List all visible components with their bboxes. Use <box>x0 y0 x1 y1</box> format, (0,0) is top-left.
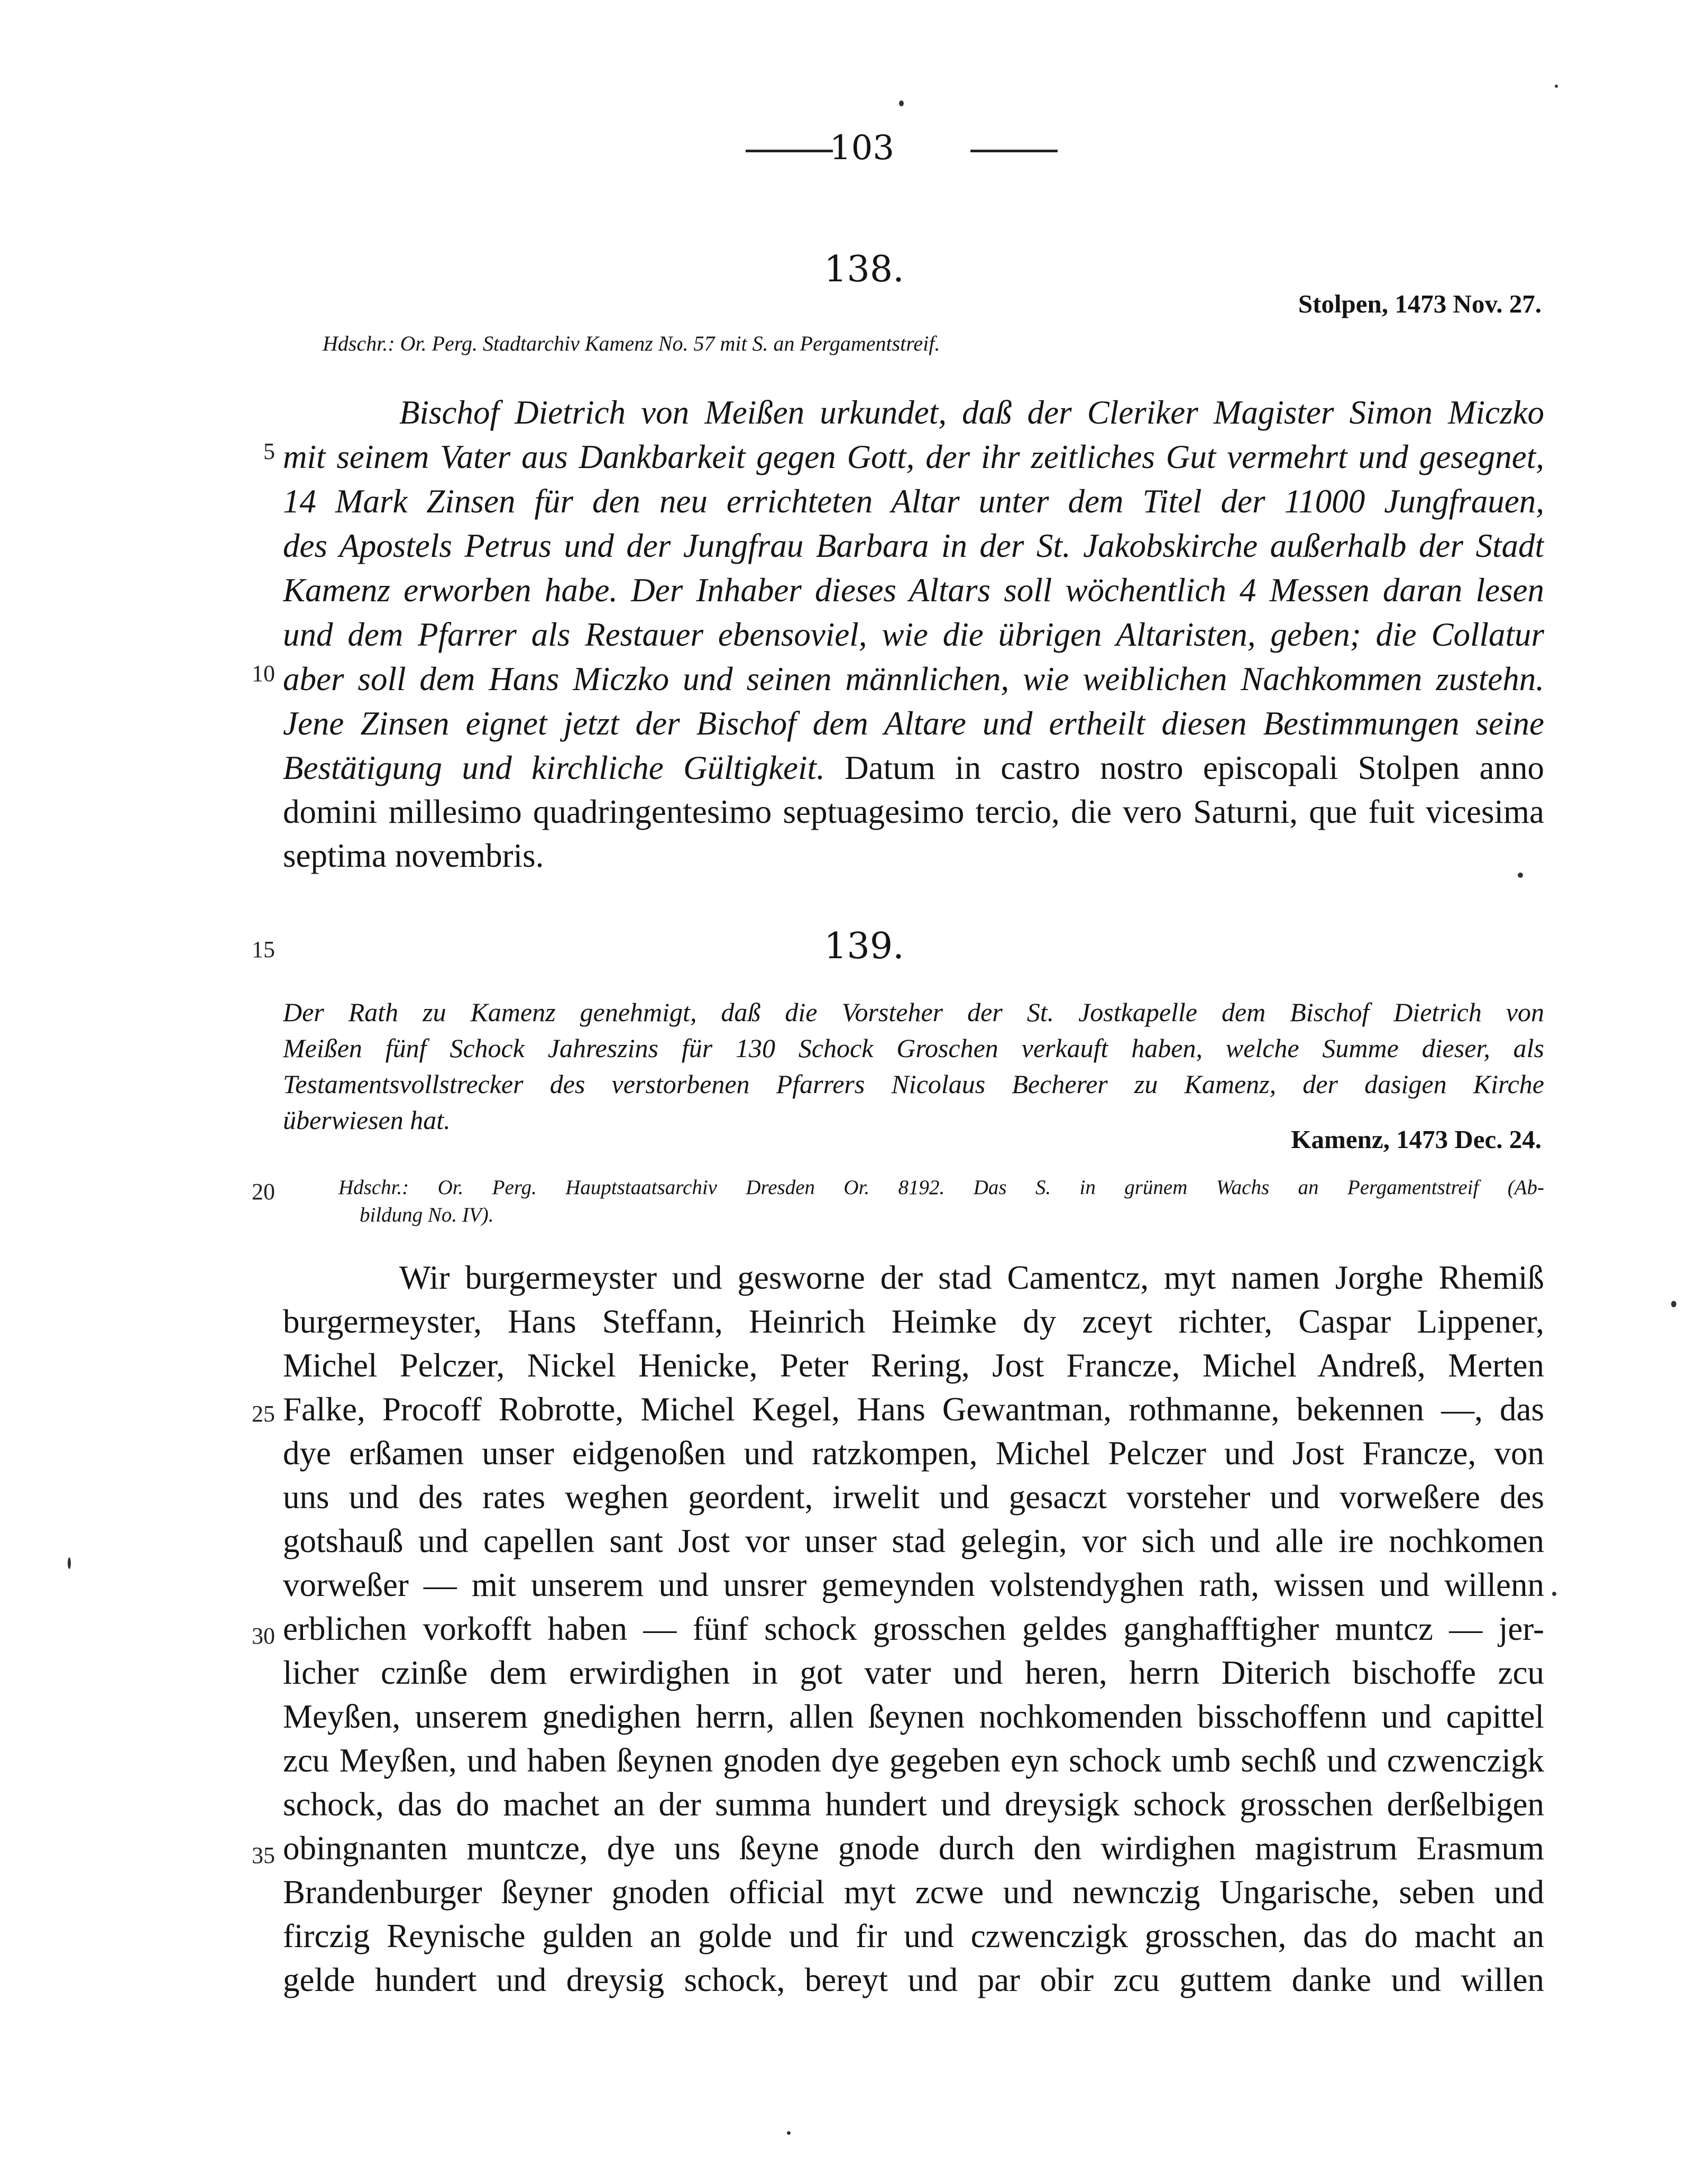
summary-line: Bischof Dietrich von Meißen urkundet, daß der Cleriker Magister Simon Miczko <box>399 394 1544 431</box>
manuscript-source <box>338 1174 1544 1229</box>
summary-line: Jene Zinsen eignet jetzt der Bischof dem Altare und ertheilt diesen Bestimmungen seine <box>283 705 1544 742</box>
summary-line: Testamentsvollstrecker des verstorbenen Pfarrers Nicolaus Becherer zu Kamenz, der dasigen Kirche <box>283 1069 1544 1099</box>
document-text: firczig Reynische gulden an golde und fir und czwenczigk grosschen, das do macht an <box>283 1917 1544 1954</box>
scan-speck <box>899 100 904 106</box>
summary-line: und dem Pfarrer als Restauer ebensoviel, wie die übrigen Altaristen, geben; die Collatur <box>283 616 1544 653</box>
summary-line: Kamenz erworben habe. Der Inhaber dieses Altars soll wöchentlich 4 Messen daran lesen <box>283 572 1544 609</box>
mixed-line <box>283 746 1544 790</box>
summary-line: mit seinem Vater aus Dankbarkeit gegen Gott, der ihr zeitliches Gut vermehrt und gesegnet, <box>283 438 1544 475</box>
margin-line-number: 15 <box>252 937 275 962</box>
document-text: Falke, Procoff Robrotte, Michel Kegel, Hans Gewantman, rothmanne, bekennen —, das <box>283 1391 1544 1428</box>
document-text: gotshauß und capellen sant Jost vor unser stad gelegin, vor sich und alle ire nochkomen <box>283 1522 1544 1559</box>
summary-line: überwiesen hat. <box>283 1105 451 1135</box>
document-text: obingnanten muntcze, dye uns ßeyne gnode durch den wirdighen magistrum Erasmum <box>283 1830 1544 1867</box>
margin-line-number: 20 <box>252 1179 275 1205</box>
margin-line-number: 35 <box>252 1842 275 1868</box>
summary-line: Der Rath zu Kamenz genehmigt, daß die Vorsteher der St. Jostkapelle dem Bischof Dietrich von <box>283 997 1544 1027</box>
scan-speck <box>787 2131 791 2135</box>
summary-line: aber soll dem Hans Miczko und seinen männlichen, wie weiblichen Nachkommen zustehn. <box>283 660 1544 698</box>
entry-number: 138. <box>824 249 904 290</box>
scan-speck <box>1671 1301 1676 1307</box>
document-text: erblichen vorkofft haben — fünf schock grosschen geldes ganghafftigher muntcz — jer- <box>283 1610 1544 1647</box>
document-text: Brandenburger ßeyner gnoden official myt zcwe und newnczig Ungarische, seben und <box>283 1874 1544 1911</box>
summary-line: Meißen fünf Schock Jahreszins für 130 Schock Groschen verkauft haben, welche Summe dieser, als <box>283 1033 1544 1063</box>
entry-summary <box>283 390 1544 878</box>
margin-line-number: 5 <box>263 438 275 464</box>
summary-line: 14 Mark Zinsen für den neu errichteten Altar unter dem Titel der 11000 Jungfrauen, <box>283 483 1544 520</box>
document-text: burgermeyster, Hans Steffann, Heinrich Heimke dy zceyt richter, Caspar Lippener, <box>283 1303 1544 1340</box>
manuscript-source: Hdschr.: Or. Perg. Stadtarchiv Kamenz No. 57 mit S. an Pergamentstreif. <box>323 332 940 355</box>
entry-summary <box>283 994 1544 1138</box>
summary-line: des Apostels Petrus und der Jungfrau Barbara in der St. Jakobskirche außerhalb der Stadt <box>283 527 1544 564</box>
entry-number: 139. <box>824 925 904 967</box>
entry-dateline: Kamenz, 1473 Dec. 24. <box>1291 1125 1542 1154</box>
page-header <box>661 124 1063 172</box>
document-text: licher czinße dem erwirdighen in got vater und heren, herrn Diterich bischoffe zcu <box>283 1654 1544 1691</box>
document-text: Wir burgermeyster und gesworne der stad Camentcz, myt namen Jorghe Rhemiß <box>399 1259 1544 1296</box>
source-line: bildung No. IV). <box>360 1204 494 1226</box>
document-text: gelde hundert und dreysig schock, bereyt und par obir zcu guttem danke und willen <box>283 1961 1544 1998</box>
page-number: 103 <box>829 129 895 168</box>
header-rule-right <box>970 150 1058 152</box>
document-text: Meyßen, unserem gnedighen herrn, allen ßeynen nochkomenden bisschoffenn und capittel <box>283 1698 1544 1735</box>
document-text: schock, das do machet an der summa hundert und dreysigk schock grosschen derßelbigen <box>283 1786 1544 1823</box>
document-text: Michel Pelczer, Nickel Henicke, Peter Rering, Jost Francze, Michel Andreß, Merten <box>283 1347 1544 1384</box>
scan-speck <box>1518 873 1523 878</box>
document-text: septima novembris. <box>283 837 544 874</box>
entry-dateline: Stolpen, 1473 Nov. 27. <box>1298 289 1542 318</box>
document-text: uns und des rates weghen geordent, irwelit und gesaczt vorsteher und vorweßere des <box>283 1479 1544 1516</box>
document-text: vorweßer — mit unserem und unsrer gemeynden volstendyghen rath, wissen und willenn <box>283 1566 1544 1603</box>
source-line: Hdschr.: Or. Perg. Hauptstaatsarchiv Dresden Or. 8192. Das S. in grünem Wachs an Pergamentstreif (Ab- <box>338 1176 1544 1199</box>
document-text: Datum in castro nostro episcopali Stolpen anno <box>824 749 1544 786</box>
document-body <box>283 1256 1544 2002</box>
margin-line-number: 30 <box>252 1623 275 1649</box>
document-text: dye erßamen unser eidgenoßen und ratzkompen, Michel Pelczer und Jost Francze, von <box>283 1435 1544 1472</box>
document-text: zcu Meyßen, und haben ßeynen gnoden dye gegeben eyn schock umb sechß und czwenczigk <box>283 1742 1544 1779</box>
document-text: domini millesimo quadringentesimo septuagesimo tercio, die vero Saturni, que fuit vicesima <box>283 793 1544 830</box>
scan-speck <box>68 1557 71 1569</box>
scan-speck <box>1552 1592 1556 1596</box>
summary-line-end: Bestätigung und kirchliche Gültigkeit. <box>283 749 825 786</box>
margin-line-number: 25 <box>252 1401 275 1427</box>
margin-line-number: 10 <box>252 660 275 686</box>
scan-speck <box>1555 85 1558 88</box>
